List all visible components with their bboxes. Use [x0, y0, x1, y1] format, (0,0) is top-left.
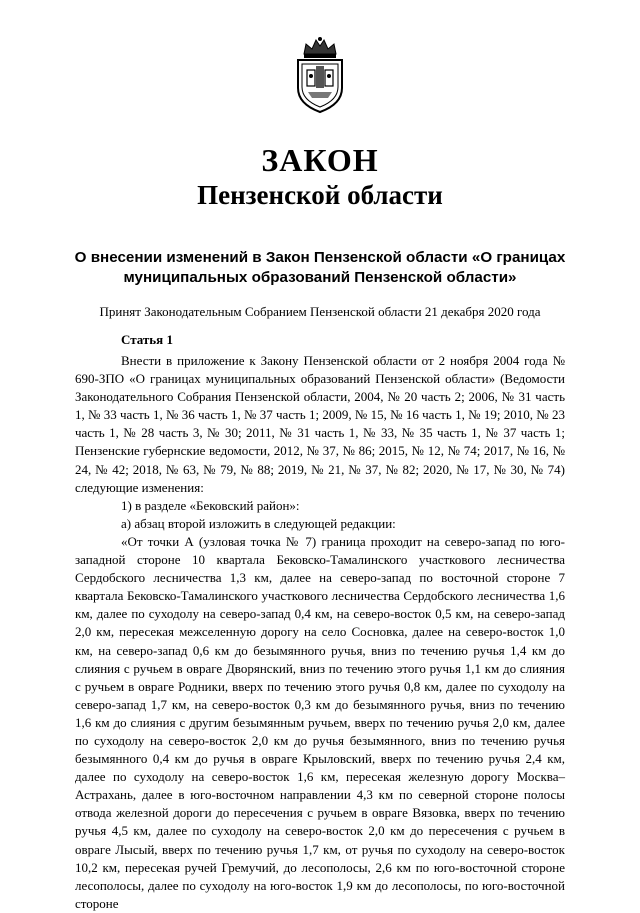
article-intro: Внести в приложение к Закону Пензенской области от 2 ноября 2004 года № 690-ЗПО «О границах муниципальных образований Пензенской области» (Ведомости Законодательного Собрания Пензенской области, 2004, № 20 часть 2; 2006, № 31 часть 1, № 33 часть 1, № 36 часть 1, № 37 часть 1; 2009, № 15, № 16 часть 1, № 19; 2010, № 23 часть 1, № 28 часть 3, № 30; 2011, № 31 часть 1, № 33, № 35 часть 1, № 37 часть 1; Пензенские губернские ведомости, 2012, № 37, № 86; 2015, № 12, № 74; 2017, № 16, № 24, № 42; 2018, № 63, № 79, № 88; 2019, № 21, № 37, № 82; 2020, № 17, № 30, № 74) следующие изменения:	[75, 353, 565, 495]
amendment-item-1a: а) абзац второй изложить в следующей редакции:	[121, 515, 396, 531]
coat-of-arms-icon	[290, 36, 350, 114]
amendment-item-1: 1) в разделе «Бековский район»:	[121, 497, 300, 513]
law-subject: О внесении изменений в Закон Пензенской области «О границах муниципальных образований Пензенской области»	[74, 249, 566, 286]
adoption-note: Принят Законодательным Собранием Пензенской области 21 декабря 2020 года	[99, 304, 541, 319]
document-title: ЗАКОН	[261, 142, 379, 178]
document-region: Пензенской области	[197, 180, 443, 210]
article-heading: Статья 1	[121, 332, 173, 347]
boundary-description: «От точки А (узловая точка № 7) граница проходит на северо-запад по юго-западной стороне 10 квартала Бековско-Тамалинского участкового лесничества Сердобского лесничества 1,3 км, далее на северо-запад по восточной стороне 7 квартала Бековско-Тамалинского участкового лесничества Сердобского лесничества 1,6 км, далее по суходолу на северо-запад 0,4 км, на северо-восток 0,5 км, на северо-запад 2,0 км, пересекая межселенную дорогу на село Сосновка, далее на северо-восток 1,0 км, на северо-запад 0,6 км до безымянного ручья, вниз по течению ручья 1,4 км до слияния с ручьем в овраге Дворянский, вниз по течению этого ручья 1,1 км до слияния с ручьем в овраге Родники, вверх по течению этого ручья 0,8 км, далее по суходолу на северо-запад 1,7 км, на северо-восток 0,3 км до безымянного ручья, вниз по течению 1,6 км до слияния с другим безымянным ручьем, вверх по течению ручья 2,0 км, далее по суходолу на северо-восток 2,0 км до ручья безымянного, вниз по течению ручья безымянного 0,4 км до ручья в овраге Крыловский, вверх по течению ручья 2,4 км, далее по суходолу на северо-восток 1,6 км, пересекая железную дорогу Москва–Астрахань, далее в юго-восточном направлении 4,3 км по северной стороне полосы отвода железной дороги до пересечения с ручьем в овраге Вязовка, вверх по течению ручья 4,5 км, далее по суходолу на северо-восток 2,0 км до пересечения с ручьем в овраге Лысый, вверх по течению ручья 1,7 км, от ручья по суходолу на северо-восток 10,2 км, пересекая ручей Гремучий, до лесополосы, 2,6 км по юго-восточной стороне лесополосы, далее по суходолу на юго-восток 1,9 км до лесополосы, по юго-восточной стороне	[75, 533, 565, 911]
article-body	[75, 352, 565, 913]
